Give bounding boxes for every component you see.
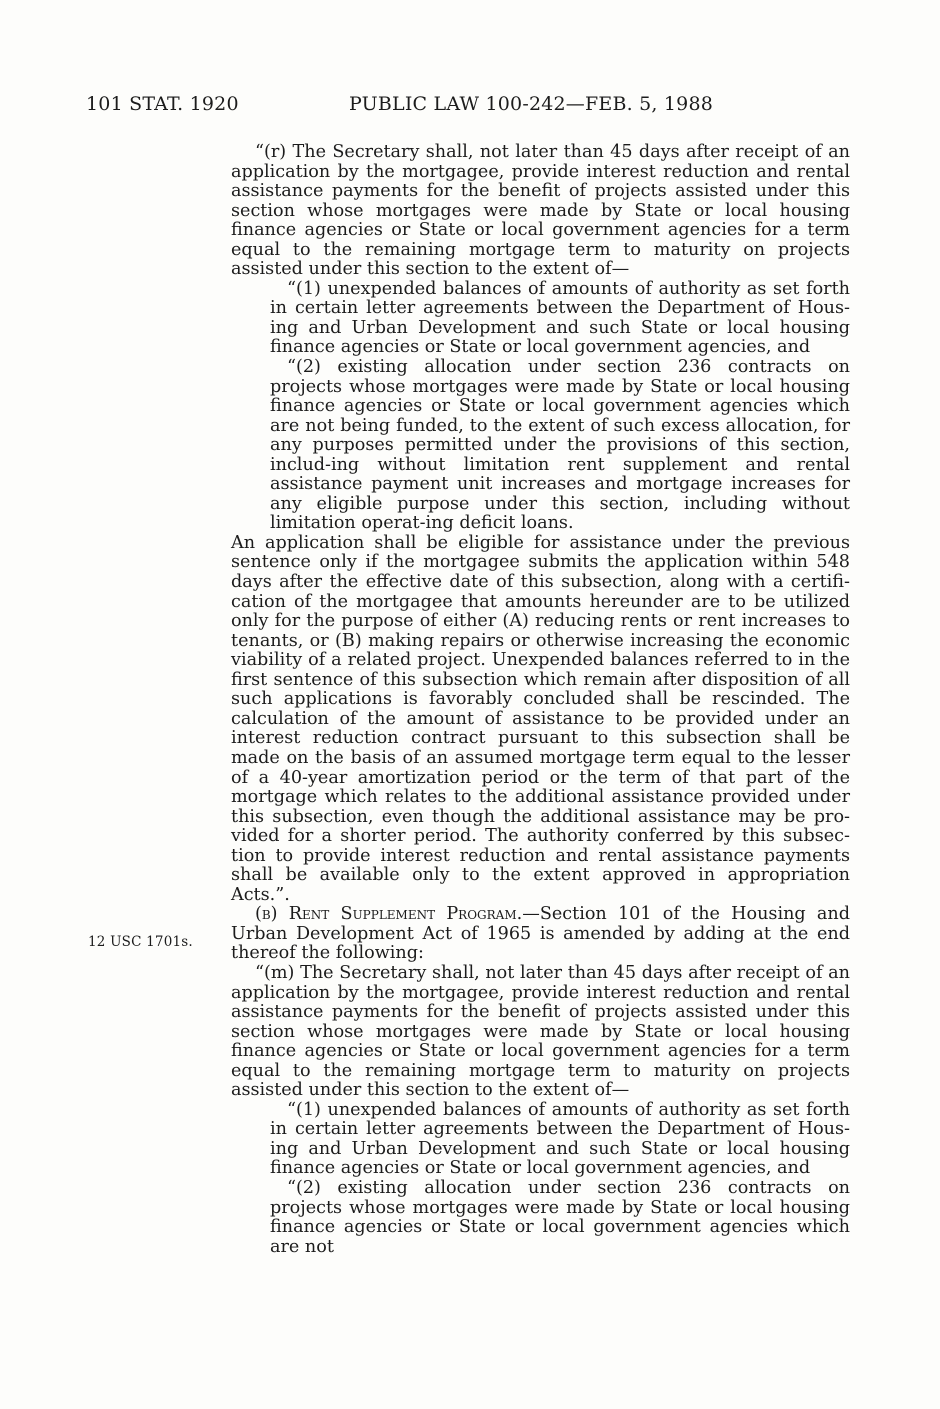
sub-item-r2: [231, 358, 850, 534]
section-b-heading: (b) Rent Supplement Program.: [255, 904, 523, 925]
paragraph-r1: “(1) unexpended balances of amounts of authority as set forth in certain letter agreements between the Department of Hous-ing and Urban Development and such State or local housing finance agencies or State or local government agencies, and: [270, 278, 850, 358]
paragraph-b: [231, 905, 850, 964]
paragraph-m: “(m) The Secretary shall, not later than 45 days after receipt of an application by the mortgagee, provide interest reduction and rental assistance payments for the benefit of projects assisted under this section whose mortgages were made by State or local housing finance agencies or State or local government agencies for a term equal to the remaining mortgage term to maturity on projects assisted under this section to the extent of—: [231, 962, 850, 1101]
sub-item-m1: [231, 1101, 850, 1179]
paragraph-application: An application shall be eligible for assistance under the previous sentence only if the mortgagee submits the application within 548 days after the effective date of this subsection, along with a certifi-cation of the mortgagee that amounts hereunder are to be utilized only for the purpose of either (A) reducing rents or rent increases to tenants, or (B) making repairs or otherwise increasing the economic viability of a related project. Unexpended balances referred to in the first sentence of this subsection which remain after disposition of all such applications is favorably concluded shall be rescinded. The calculation of the amount of assistance to be provided under an interest reduction contract pursuant to this subsection shall be made on the basis of an assumed mortgage term equal to the lesser of a 40-year amortization period or the term of that part of the mortgage which relates to the additional assistance provided under this subsection, even though the additional assistance may be pro-vided for a shorter period. The authority conferred by this subsec-tion to provide interest reduction and rental assistance payments shall be available only to the extent approved in appropriation Acts.”.: [231, 532, 850, 905]
paragraph-r2: “(2) existing allocation under section 236 contracts on projects whose mortgages were made by State or local housing finance agencies or State or local government agencies which are not being funded, to the extent of such excess allocation, for any purposes permitted under the provisions of this section, includ-ing without limitation rent supplement and rental assistance payment unit increases and mortgage increases for any eligible purpose under this section, including without limitation operat-ing deficit loans.: [270, 357, 850, 534]
sub-item-r1: [231, 280, 850, 358]
document-body: [231, 143, 850, 1257]
paragraph-m1: “(1) unexpended balances of amounts of authority as set forth in certain letter agreements between the Department of Hous-ing and Urban Development and such State or local housing finance agencies or State or local government agencies, and: [270, 1099, 850, 1179]
paragraph-m2: “(2) existing allocation under section 236 contracts on projects whose mortgages were made by State or local housing finance agencies or State or local government agencies which are not: [270, 1177, 850, 1257]
sub-item-m2: [231, 1179, 850, 1257]
page-header: [86, 93, 726, 123]
margin-citation: 12 USC 1701s.: [88, 934, 193, 950]
paragraph-r: “(r) The Secretary shall, not later than 45 days after receipt of an application by the mortgagee, provide interest reduction and rental assistance payments for the benefit of projects assisted under this section whose mortgages were made by State or local housing finance agencies or State or local government agencies for a term equal to the remaining mortgage term to maturity on projects assisted under this section to the extent of—: [231, 142, 850, 280]
section-b-text: —Section 101 of the Housing and Urban Development Act of 1965 is amended by adding at the end thereof the following:: [231, 904, 850, 964]
stat-citation: 101 STAT. 1920: [86, 93, 239, 115]
public-law-title: PUBLIC LAW 100-242—FEB. 5, 1988: [349, 93, 714, 115]
